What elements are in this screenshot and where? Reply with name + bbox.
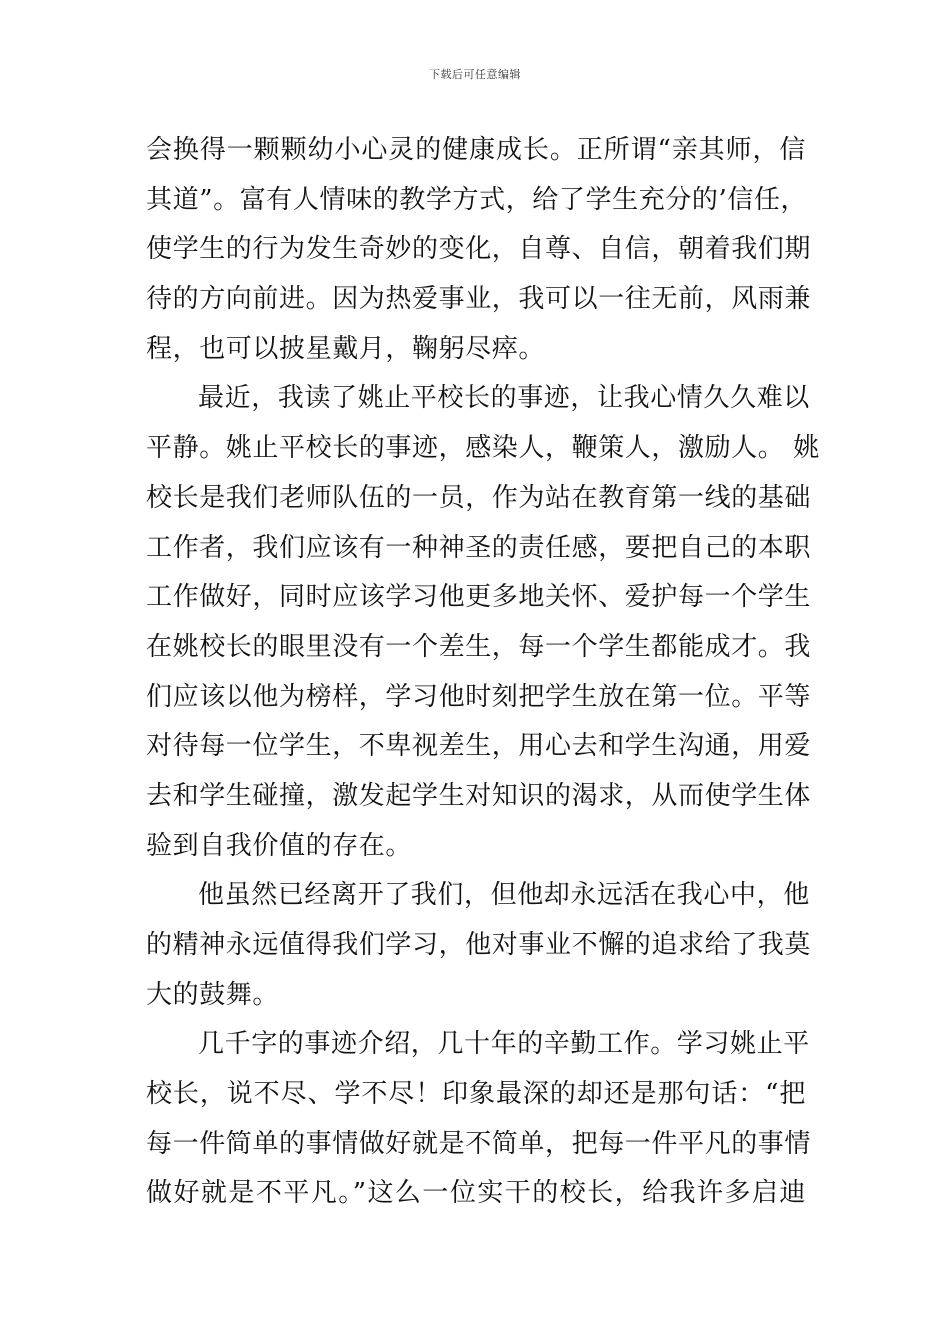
text-line: 工作者，我们应该有一种神圣的责任感，要把自己的本职 [146,532,812,563]
text-line: 校长，说不尽、学不尽！印象最深的却还是那句话：“把 [146,1079,806,1110]
document-body [146,126,820,1219]
text-line: 做好就是不平凡。”这么一位实干的校长，给我许多启迪 [146,1178,806,1209]
text-line: 每一件简单的事情做好就是不简单，把每一件平凡的事情 [146,1128,812,1159]
text-line: 对待每一位学生，不卑视差生，用心去和学生沟通，用爱 [146,731,812,762]
page-header: 下载后可任意编辑 [429,68,521,81]
text-line: 平静。姚止平校长的事迹，感染人，鞭策人，激励人。 姚 [146,433,820,464]
text-line: 工作做好，同时应该学习他更多地关怀、爱护每一个学生 [146,582,812,613]
paragraph-start-line: 他虽然已经离开了我们，但他却永远活在我心中，他 [198,880,810,911]
paragraph-start-line: 最近，我读了姚止平校长的事迹，让我心情久久难以 [198,383,810,414]
text-line: 在姚校长的眼里没有一个差生，每一个学生都能成才。我 [146,631,812,662]
text-line: 大的鼓舞。 [146,979,280,1010]
text-line: 待的方向前进。因为热爱事业，我可以一往无前，风雨兼 [146,284,812,315]
text-line: 验到自我价值的存在。 [146,830,413,861]
text-line: 们应该以他为榜样，学习他时刻把学生放在第一位。平等 [146,681,812,712]
text-line: 程，也可以披星戴月，鞠躬尽瘁。 [146,333,546,364]
text-line: 校长是我们老师队伍的一员，作为站在教育第一线的基础 [146,482,812,513]
text-line: 去和学生碰撞，激发起学生对知识的渴求，从而使学生体 [146,780,812,811]
paragraph-start-line: 几千字的事迹介绍，几十年的辛勤工作。学习姚止平 [198,1029,810,1060]
text-line: 其道”。富有人情味的教学方式，给了学生充分的’信任， [146,184,808,215]
text-line: 的精神永远值得我们学习，他对事业不懈的追求给了我莫 [146,930,812,960]
text-line: 会换得一颗颗幼小心灵的健康成长。正所谓“亲其师，信 [146,135,806,165]
text-line: 使学生的行为发生奇妙的变化，自尊、自信，朝着我们期 [146,234,812,265]
